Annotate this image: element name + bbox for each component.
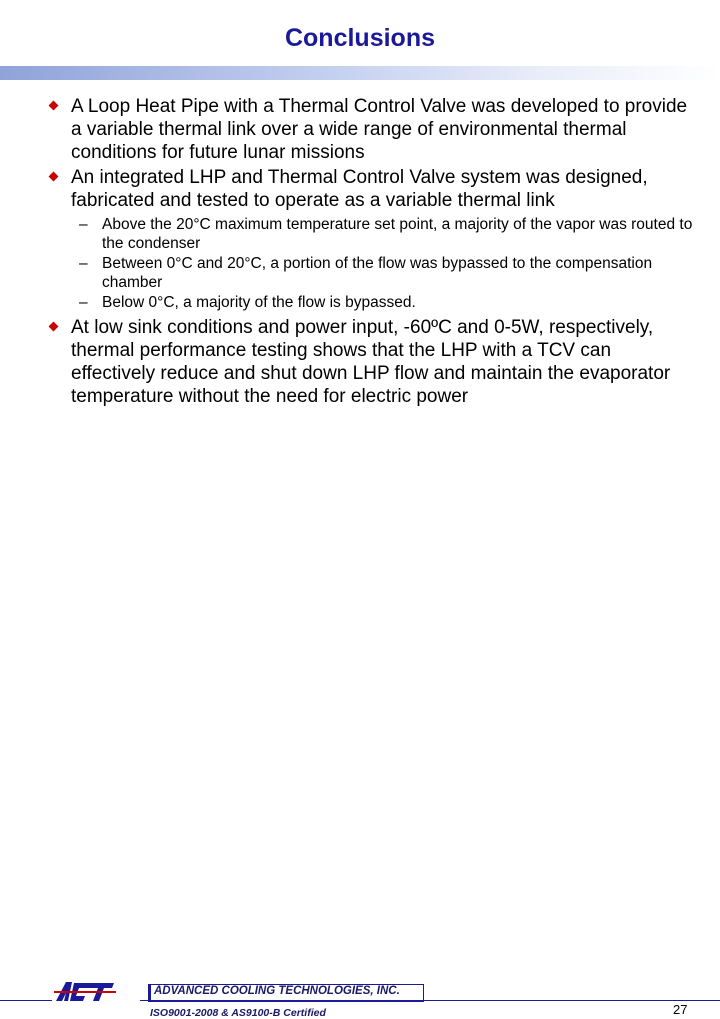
footer-divider [0,1000,52,1001]
dash-icon: – [79,255,88,272]
bullet-text: At low sink conditions and power input, -60ºC and 0-5W, respectively, thermal performance testing shows that the LHP with a TCV can effectively reduce and shut down LHP flow and maintain the evaporator temperature without the need for electric power [71,317,671,407]
sub-bullet-text: Between 0°C and 20°C, a portion of the flow was bypassed to the compensation chamber [102,255,653,291]
sub-bullet-item [48,254,698,292]
bullet-item [48,166,698,212]
sub-bullet-item [48,215,698,253]
diamond-bullet-icon [49,322,59,332]
bullet-text: An integrated LHP and Thermal Control Valve system was designed, fabricated and tested to operate as a variable thermal link [71,167,648,211]
dash-icon: – [79,216,88,233]
bullet-text: A Loop Heat Pipe with a Thermal Control Valve was developed to provide a variable thermal link over a wide range of environmental thermal conditions for future lunar missions [71,96,688,163]
footer-divider [140,1000,720,1001]
page-number: 27 [673,1002,688,1017]
footer [0,488,720,1019]
title-divider [0,66,720,80]
act-logo-icon [52,979,118,1003]
company-name: ADVANCED COOLING TECHNOLOGIES, INC. [154,985,400,997]
slide-content [48,95,698,410]
sub-bullet-list [48,215,698,312]
certification-text: ISO9001-2008 & AS9100-B Certified [150,1007,326,1019]
dash-icon: – [79,294,88,311]
diamond-bullet-icon [49,101,59,111]
sub-bullet-text: Above the 20°C maximum temperature set point, a majority of the vapor was routed to the condenser [102,216,693,252]
sub-bullet-item [48,293,698,312]
sub-bullet-text: Below 0°C, a majority of the flow is bypassed. [102,294,416,311]
bullet-item [48,316,698,408]
slide-title: Conclusions [284,24,435,52]
bullet-item [48,95,698,164]
diamond-bullet-icon [49,172,59,182]
